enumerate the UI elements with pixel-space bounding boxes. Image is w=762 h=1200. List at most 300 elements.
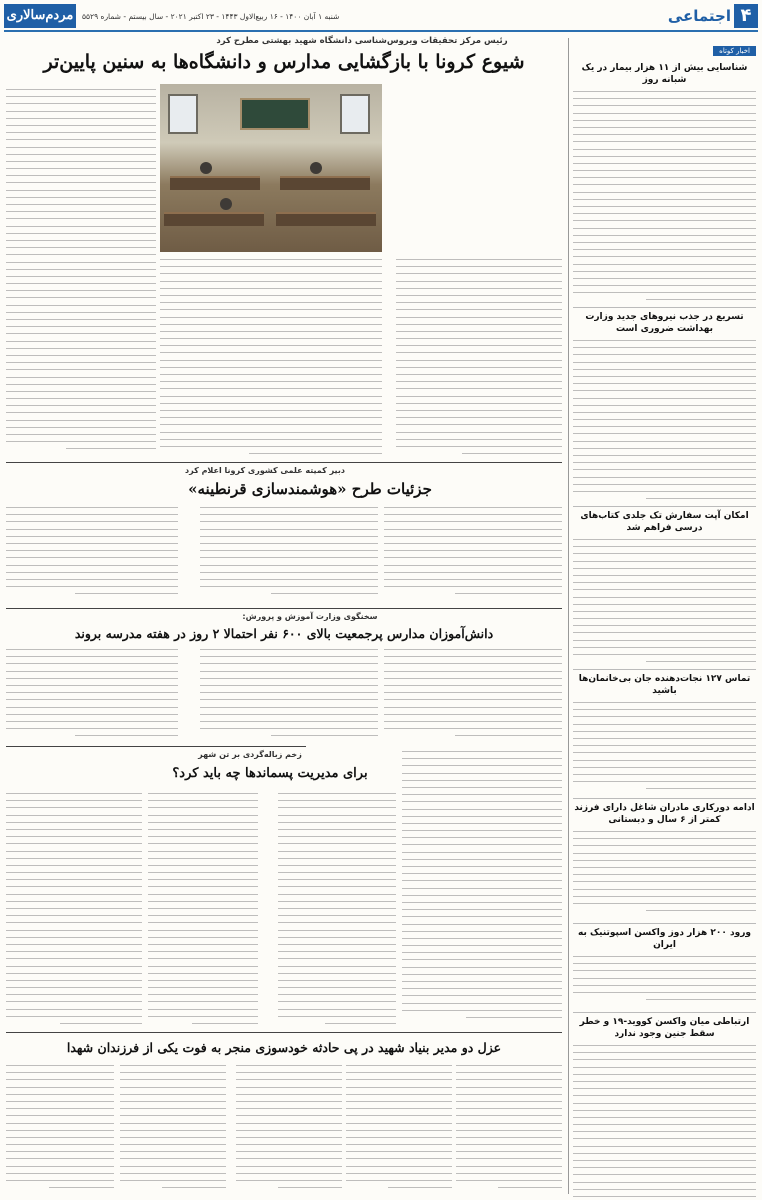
- text-line: [573, 146, 756, 153]
- text-line: [66, 445, 156, 452]
- text-line: [6, 417, 156, 424]
- text-line: [396, 443, 562, 450]
- text-line: [148, 948, 258, 955]
- text-line: [148, 804, 258, 811]
- text-line: [573, 366, 756, 373]
- text-line: [278, 1184, 342, 1191]
- text-line: [6, 122, 156, 129]
- text-line: [396, 299, 562, 306]
- text-line: [148, 912, 258, 919]
- text-line: [396, 321, 562, 328]
- divider: [573, 923, 756, 924]
- classroom-photo: [160, 84, 382, 252]
- text-line: [573, 88, 756, 95]
- text-line: [120, 1098, 226, 1105]
- text-line: [456, 1134, 562, 1141]
- text-line: [573, 1128, 756, 1135]
- student-figure: [310, 162, 322, 174]
- text-line: [573, 975, 756, 982]
- text-line: [402, 913, 562, 920]
- text-line: [160, 299, 382, 306]
- text-line: [456, 1170, 562, 1177]
- text-line: [6, 1134, 114, 1141]
- text-line: [573, 637, 756, 644]
- text-line: [160, 414, 382, 421]
- section-header: [668, 3, 758, 29]
- text-line: [192, 1020, 258, 1027]
- text-line: [573, 246, 756, 253]
- text-line: [396, 429, 562, 436]
- story4-headline[interactable]: برای مدیریت پسماندها چه باید کرد؟: [172, 766, 368, 781]
- text-line: [6, 1076, 114, 1083]
- text-line: [573, 601, 756, 608]
- text-line: [456, 1155, 562, 1162]
- story3-body: [384, 646, 562, 742]
- text-line: [6, 696, 178, 703]
- text-line: [384, 689, 562, 696]
- text-line: [402, 956, 562, 963]
- text-line: [200, 660, 378, 667]
- text-line: [573, 728, 756, 735]
- text-line: [236, 1155, 342, 1162]
- text-line: [6, 919, 142, 926]
- brief-headline[interactable]: ادامه دورکاری مادران شاغل دارای فرزند کمتر از ۶ سال و دبستانی: [574, 803, 755, 825]
- text-line: [396, 385, 562, 392]
- text-line: [278, 955, 396, 962]
- text-line: [573, 579, 756, 586]
- story4-body-col2: [278, 790, 396, 1028]
- text-line: [456, 1120, 562, 1127]
- desk-shape: [164, 212, 264, 226]
- text-line: [402, 784, 562, 791]
- text-line: [573, 1071, 756, 1078]
- brief-headline[interactable]: ارتباطی میان واکسن کووید-۱۹ و خطر سقط جنین وجود ندارد: [579, 1017, 750, 1039]
- text-line: [573, 189, 756, 196]
- text-line: [6, 883, 142, 890]
- text-line: [402, 762, 562, 769]
- lead-body-col3: [160, 256, 382, 458]
- text-line: [236, 1084, 342, 1091]
- text-line: [6, 518, 178, 525]
- divider: [6, 1032, 562, 1033]
- text-line: [573, 878, 756, 885]
- text-line: [278, 891, 396, 898]
- text-line: [573, 953, 756, 960]
- text-line: [573, 423, 756, 430]
- text-line: [396, 378, 562, 385]
- text-line: [573, 572, 756, 579]
- text-line: [160, 306, 382, 313]
- text-line: [278, 876, 396, 883]
- text-line: [120, 1076, 226, 1083]
- lead-headline[interactable]: شیوع کرونا با بازگشایی مدارس و دانشگاه‌ها به سنین پایین‌تر: [43, 51, 525, 73]
- text-line: [573, 1179, 756, 1186]
- text-line: [148, 883, 258, 890]
- text-line: [6, 136, 156, 143]
- text-line: [278, 905, 396, 912]
- text-line: [6, 511, 178, 518]
- text-line: [6, 912, 142, 919]
- text-line: [573, 644, 756, 651]
- text-line: [278, 984, 396, 991]
- text-line: [6, 704, 178, 711]
- text-line: [346, 1134, 452, 1141]
- section-number: ۴: [734, 4, 758, 28]
- text-line: [6, 194, 156, 201]
- newspaper-logo: مردم‌سالاری: [4, 4, 76, 28]
- text-line: [148, 941, 258, 948]
- text-line: [6, 977, 142, 984]
- lead-body-col2: [396, 256, 562, 458]
- text-line: [6, 855, 142, 862]
- text-line: [6, 302, 156, 309]
- text-line: [346, 1112, 452, 1119]
- text-line: [249, 450, 382, 457]
- text-line: [498, 1184, 562, 1191]
- text-line: [346, 1155, 452, 1162]
- text-line: [75, 590, 178, 597]
- story2-headline[interactable]: جزئیات طرح «هوشمندسازی قرنطینه»: [188, 480, 432, 498]
- text-line: [573, 452, 756, 459]
- text-line: [346, 1148, 452, 1155]
- story2-body: [6, 504, 178, 604]
- text-line: [148, 955, 258, 962]
- text-line: [402, 856, 562, 863]
- text-line: [6, 187, 156, 194]
- divider: [6, 746, 306, 747]
- text-line: [6, 905, 142, 912]
- text-line: [573, 409, 756, 416]
- text-line: [148, 840, 258, 847]
- text-line: [236, 1127, 342, 1134]
- text-line: [6, 819, 142, 826]
- text-line: [6, 970, 142, 977]
- text-line: [573, 124, 756, 131]
- text-line: [573, 217, 756, 224]
- text-line: [6, 287, 156, 294]
- divider: [573, 1012, 756, 1013]
- text-line: [573, 778, 756, 785]
- text-line: [573, 210, 756, 217]
- text-line: [573, 1143, 756, 1150]
- text-line: [402, 906, 562, 913]
- text-line: [278, 912, 396, 919]
- text-line: [573, 828, 756, 835]
- text-line: [402, 863, 562, 870]
- text-line: [456, 1105, 562, 1112]
- text-line: [236, 1091, 342, 1098]
- brief-headline[interactable]: امکان آپت سفارش تک جلدی کتاب‌های درسی فراهم شد: [580, 511, 749, 533]
- text-line: [6, 934, 142, 941]
- text-line: [236, 1177, 342, 1184]
- text-line: [573, 1042, 756, 1049]
- text-line: [384, 518, 562, 525]
- text-line: [236, 1120, 342, 1127]
- text-line: [573, 117, 756, 124]
- brief-headline[interactable]: تسریع در جذب نیروهای جدید وزارت بهداشت ضروری است: [585, 312, 744, 334]
- text-line: [278, 1006, 396, 1013]
- brief-body: [573, 536, 756, 666]
- text-line: [160, 292, 382, 299]
- text-line: [200, 711, 378, 718]
- text-line: [278, 848, 396, 855]
- text-line: [236, 1112, 342, 1119]
- text-line: [396, 421, 562, 428]
- text-line: [6, 948, 142, 955]
- student-figure: [200, 162, 212, 174]
- text-line: [402, 755, 562, 762]
- text-line: [6, 1148, 114, 1155]
- text-line: [573, 835, 756, 842]
- text-line: [646, 907, 756, 914]
- text-line: [6, 569, 178, 576]
- brief-body: [573, 699, 756, 795]
- text-line: [6, 869, 142, 876]
- text-line: [160, 407, 382, 414]
- text-line: [573, 373, 756, 380]
- text-line: [6, 876, 142, 883]
- text-line: [396, 306, 562, 313]
- text-line: [466, 1014, 562, 1021]
- text-line: [278, 927, 396, 934]
- text-line: [456, 1069, 562, 1076]
- story5-body: [456, 1062, 562, 1194]
- text-line: [200, 511, 378, 518]
- text-line: [396, 335, 562, 342]
- text-line: [49, 1184, 114, 1191]
- masthead: [4, 2, 758, 32]
- text-line: [384, 682, 562, 689]
- text-line: [6, 374, 156, 381]
- text-line: [346, 1062, 452, 1069]
- news-brief-column: [568, 38, 756, 1194]
- text-line: [278, 941, 396, 948]
- text-line: [200, 554, 378, 561]
- text-line: [646, 495, 756, 502]
- text-line: [200, 526, 378, 533]
- text-line: [573, 651, 756, 658]
- text-line: [120, 1120, 226, 1127]
- text-line: [160, 285, 382, 292]
- text-line: [384, 696, 562, 703]
- text-line: [573, 1186, 756, 1193]
- text-line: [396, 285, 562, 292]
- text-line: [402, 827, 562, 834]
- story4-body-col3: [148, 790, 258, 1028]
- text-line: [6, 848, 142, 855]
- text-line: [6, 955, 142, 962]
- text-line: [6, 660, 178, 667]
- text-line: [456, 1076, 562, 1083]
- text-line: [573, 742, 756, 749]
- text-line: [6, 237, 156, 244]
- text-line: [402, 849, 562, 856]
- lead-kicker: رئیس مرکز تحقیقات ویروس‌شناسی دانشگاه شهید بهشتی مطرح کرد: [216, 36, 508, 46]
- text-line: [236, 1148, 342, 1155]
- text-line: [278, 883, 396, 890]
- text-line: [573, 594, 756, 601]
- text-line: [200, 725, 378, 732]
- brief-body: [573, 1042, 756, 1200]
- text-line: [200, 562, 378, 569]
- text-line: [384, 511, 562, 518]
- text-line: [278, 819, 396, 826]
- text-line: [6, 540, 178, 547]
- brief-headline[interactable]: شناسایی بیش از ۱۱ هزار بیمار در یک شبانه روز: [581, 63, 748, 85]
- text-line: [573, 416, 756, 423]
- text-line: [160, 321, 382, 328]
- story3-headline[interactable]: دانش‌آموزان مدارس پرجمعیت بالای ۶۰۰ نفر احتمالا ۲ روز در هفته مدرسه بروند: [74, 626, 494, 641]
- text-line: [6, 1120, 114, 1127]
- text-line: [148, 963, 258, 970]
- text-line: [402, 1007, 562, 1014]
- text-line: [6, 158, 156, 165]
- text-line: [148, 927, 258, 934]
- text-line: [278, 862, 396, 869]
- text-line: [573, 989, 756, 996]
- text-line: [278, 797, 396, 804]
- text-line: [456, 1177, 562, 1184]
- text-line: [573, 337, 756, 344]
- text-line: [148, 869, 258, 876]
- text-line: [200, 583, 378, 590]
- text-line: [573, 1157, 756, 1164]
- text-line: [573, 757, 756, 764]
- text-line: [573, 699, 756, 706]
- text-line: [6, 151, 156, 158]
- text-line: [6, 144, 156, 151]
- desk-shape: [276, 212, 376, 226]
- text-line: [346, 1105, 452, 1112]
- text-line: [573, 203, 756, 210]
- text-line: [573, 225, 756, 232]
- text-line: [278, 790, 396, 797]
- brief-headline[interactable]: تماس ۱۲۷ نجات‌دهنده جان بی‌خانمان‌ها باشید: [578, 674, 751, 696]
- text-line: [456, 1141, 562, 1148]
- text-line: [6, 179, 156, 186]
- text-line: [402, 820, 562, 827]
- text-line: [573, 1049, 756, 1056]
- text-line: [200, 533, 378, 540]
- text-line: [573, 1092, 756, 1099]
- text-line: [160, 335, 382, 342]
- text-line: [160, 393, 382, 400]
- story2-body: [200, 504, 378, 604]
- desk-shape: [170, 176, 260, 190]
- text-line: [573, 95, 756, 102]
- brief-body: [573, 337, 756, 503]
- text-line: [573, 351, 756, 358]
- text-line: [573, 1193, 756, 1200]
- text-line: [120, 1177, 226, 1184]
- text-line: [6, 172, 156, 179]
- text-line: [160, 278, 382, 285]
- text-line: [148, 1013, 258, 1020]
- text-line: [573, 359, 756, 366]
- text-line: [236, 1141, 342, 1148]
- text-line: [148, 970, 258, 977]
- text-line: [402, 791, 562, 798]
- text-line: [6, 725, 178, 732]
- text-line: [402, 928, 562, 935]
- text-line: [573, 771, 756, 778]
- text-line: [384, 526, 562, 533]
- text-line: [200, 576, 378, 583]
- text-line: [6, 352, 156, 359]
- text-line: [278, 898, 396, 905]
- text-line: [456, 1091, 562, 1098]
- text-line: [120, 1170, 226, 1177]
- text-line: [384, 646, 562, 653]
- text-line: [200, 646, 378, 653]
- text-line: [573, 1100, 756, 1107]
- text-line: [200, 668, 378, 675]
- text-line: [573, 387, 756, 394]
- text-line: [6, 330, 156, 337]
- text-line: [278, 804, 396, 811]
- student-figure: [220, 198, 232, 210]
- text-line: [6, 646, 178, 653]
- text-line: [162, 1184, 226, 1191]
- story5-body: [346, 1062, 452, 1194]
- story3-body: [200, 646, 378, 742]
- text-line: [120, 1155, 226, 1162]
- divider: [573, 307, 756, 308]
- text-line: [573, 960, 756, 967]
- story5-headline[interactable]: عزل دو مدیر بنیاد شهید در پی حادثه خودسوزی منجر به فوت یکی از فرزندان شهدا: [66, 1040, 502, 1055]
- text-line: [6, 833, 142, 840]
- text-line: [396, 278, 562, 285]
- text-line: [120, 1112, 226, 1119]
- text-line: [6, 100, 156, 107]
- lead-body-col4: [6, 86, 156, 458]
- text-line: [60, 1020, 142, 1027]
- text-line: [148, 855, 258, 862]
- text-line: [455, 590, 562, 597]
- text-line: [384, 533, 562, 540]
- text-line: [200, 696, 378, 703]
- text-line: [573, 466, 756, 473]
- text-line: [271, 590, 378, 597]
- text-line: [346, 1069, 452, 1076]
- text-line: [573, 181, 756, 188]
- divider: [573, 798, 756, 799]
- text-line: [384, 562, 562, 569]
- text-line: [573, 153, 756, 160]
- text-line: [396, 364, 562, 371]
- text-line: [148, 891, 258, 898]
- text-line: [278, 998, 396, 1005]
- text-line: [402, 899, 562, 906]
- text-line: [573, 344, 756, 351]
- text-line: [402, 870, 562, 877]
- text-line: [278, 970, 396, 977]
- text-line: [236, 1098, 342, 1105]
- text-line: [148, 862, 258, 869]
- brief-headline[interactable]: ورود ۲۰۰ هزار دوز واکسن اسپوتنیک به ایران: [578, 928, 751, 950]
- text-line: [6, 1127, 114, 1134]
- text-line: [573, 543, 756, 550]
- text-line: [456, 1098, 562, 1105]
- text-line: [396, 342, 562, 349]
- text-line: [200, 718, 378, 725]
- text-line: [6, 1069, 114, 1076]
- text-line: [384, 540, 562, 547]
- text-line: [384, 583, 562, 590]
- text-line: [384, 554, 562, 561]
- text-line: [573, 196, 756, 203]
- text-line: [6, 682, 178, 689]
